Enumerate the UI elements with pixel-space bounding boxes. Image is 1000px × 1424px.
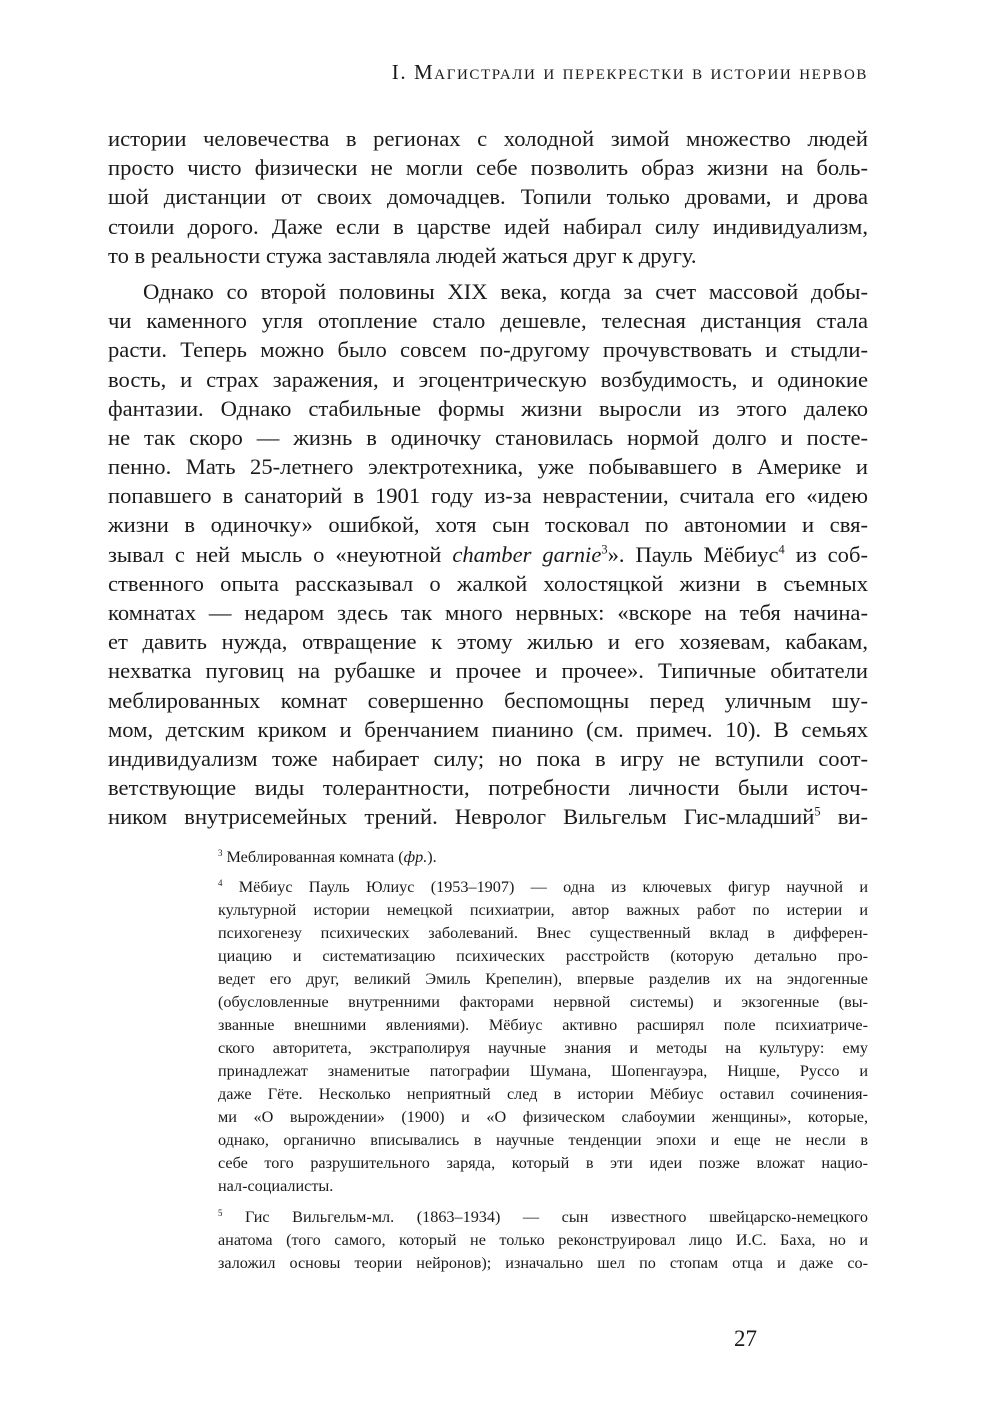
text-line: ведет его друг, великий Эмиль Крепелин), впервые разделив их на эндогенные — [218, 970, 868, 988]
text-line: расти. Теперь можно было совсем по-другому прочувствовать и стыдли- — [108, 337, 868, 363]
text-line: то в реальности стужа заставляла людей жаться друг к другу. — [108, 242, 697, 268]
text-line: мом, детским криком и бренчанием пианино (см. примеч. 10). В семьях — [108, 716, 868, 742]
text-segment: из соб- — [784, 541, 868, 567]
text-line: заложил основы теории нейронов); изначально шел по стопам отца и даже со- — [218, 1254, 868, 1272]
text-line: ветствующие виды толерантности, потребности личности были источ- — [108, 775, 868, 801]
text-line: даже Гёте. Несколько неприятный след в истории Мёбиус оставил сочинения- — [218, 1085, 868, 1103]
text-line: просто чисто физически не могли себе позволить образ жизни на боль- — [108, 155, 868, 181]
text-segment: Мёбиус Пауль Юлиус (1953–1907) — одна из ключевых фигур научной и — [222, 878, 868, 896]
text-line: званные внешними явлениями). Мёбиус активно расширял поле психиатриче- — [218, 1016, 868, 1034]
text-line: циацию и систематизацию психических расстройств (которую детально про- — [218, 947, 868, 965]
text-line: комнатах — недаром здесь так много нервных: «вскоре на тебя начина- — [108, 600, 868, 625]
text-line: индивидуализм тоже набирает силу; но пока в игру не вступили соот- — [108, 745, 868, 771]
text-line: (обусловленные внутренними факторами нервной системы) и экзогенные (вы- — [218, 993, 868, 1011]
footnote-ref: 3 — [601, 541, 608, 556]
text-segment: фр. — [403, 848, 428, 866]
text-line: ственного опыта рассказывал о жалкой холостяцкой жизни в съемных — [108, 570, 868, 596]
running-header: I. Магистрали и перекрестки в истории нервов — [391, 60, 868, 84]
text-line: стоили дорого. Даже если в царстве идей набирал силу индивидуализм, — [108, 213, 868, 239]
text-segment: ником внутрисемейных трений. Невролог Вильгельм Гис-младший — [108, 804, 815, 830]
body-text — [108, 124, 868, 832]
text-segment: Меблированная комната ( — [222, 848, 404, 866]
footnote-ref: 5 — [814, 804, 821, 819]
text-segment: chamber garnie — [452, 541, 602, 567]
text-line: нал-социалисты. — [218, 1177, 334, 1195]
text-line: вость, и страх заражения, и эгоцентрическую возбудимость, и одинокие — [108, 366, 868, 392]
text-line: истории человечества в регионах с холодной зимой множество людей — [108, 126, 868, 151]
text-line: Однако со второй половины XIX века, когда за счет массовой добы- — [143, 278, 868, 304]
text-line: культурной истории немецкой психиатрии, автор важных работ по истерии и — [218, 901, 868, 919]
text-line: не так скоро — жизнь в одиночку становилась нормой долго и посте- — [108, 424, 868, 450]
text-segment: ви- — [820, 804, 868, 830]
text-line: принадлежат знаменитые патографии Шумана, Шопенгауэра, Ницше, Руссо и — [218, 1062, 868, 1080]
page-number: 27 — [734, 1326, 757, 1351]
text-line: пенно. Мать 25-летнего электротехника, уже побывавшего в Америке и — [108, 454, 868, 480]
text-line — [108, 802, 868, 831]
text-line: анатома (того самого, который не только реконструировал лицо И.С. Баха, но и — [218, 1231, 868, 1249]
text-line: чи каменного угля отопление стало дешевле, телесная дистанция стала — [108, 308, 868, 334]
text-segment: зывал с ней мысль о «неуютной — [108, 541, 453, 567]
footnote-ref: 5 — [218, 1207, 223, 1218]
text-segment: Гис Вильгельм-мл. (1863–1934) — сын известного швейцарско-немецкого — [222, 1208, 868, 1226]
text-line: психогенезу психических заболеваний. Внес существенный вклад в дифферен- — [218, 924, 868, 942]
footnote-ref: 4 — [218, 877, 223, 888]
text-line: себе того разрушительного заряда, который в эти идеи позже вложат нацио- — [218, 1154, 868, 1172]
text-line: меблированных комнат совершенно беспомощны перед уличным шу- — [108, 687, 868, 713]
text-line: однако, органично вписывались в научные тенденции эпохи и еще не несли в — [218, 1131, 868, 1149]
footnote-ref: 3 — [218, 847, 223, 858]
footnote — [218, 1206, 868, 1275]
text-line: фантазии. Однако стабильные формы жизни выросли из этого далеко — [108, 395, 868, 421]
text-line — [108, 540, 868, 569]
text-line: нехватка пуговиц на рубашке и прочее и прочее». Типичные обитатели — [108, 658, 868, 684]
text-line: попавшего в санаторий в 1901 году из-за неврастении, считала его «идею — [108, 483, 868, 509]
text-line: жизни в одиночку» ошибкой, хотя сын тосковал по автономии и свя- — [108, 512, 868, 538]
text-line: ет давить нужда, отвращение к этому жилью и его хозяевам, кабакам, — [108, 629, 868, 655]
text-segment: ). — [427, 848, 437, 866]
text-line — [218, 846, 868, 869]
footnote — [218, 846, 868, 869]
text-line: ского авторитета, экстраполируя научные знания и методы на культуру: ему — [218, 1039, 868, 1057]
text-line: ми «О вырождении» (1900) и «О физическом слабоумии женщины», которые, — [218, 1108, 868, 1126]
text-line — [218, 876, 868, 899]
footnote-ref: 4 — [778, 541, 785, 556]
text-line: шой дистанции от своих домочадцев. Топили только дровами, и дрова — [108, 184, 868, 210]
text-segment: ». Пауль Мёбиус — [607, 541, 779, 567]
text-line — [218, 1206, 868, 1229]
footnote — [218, 876, 868, 1198]
